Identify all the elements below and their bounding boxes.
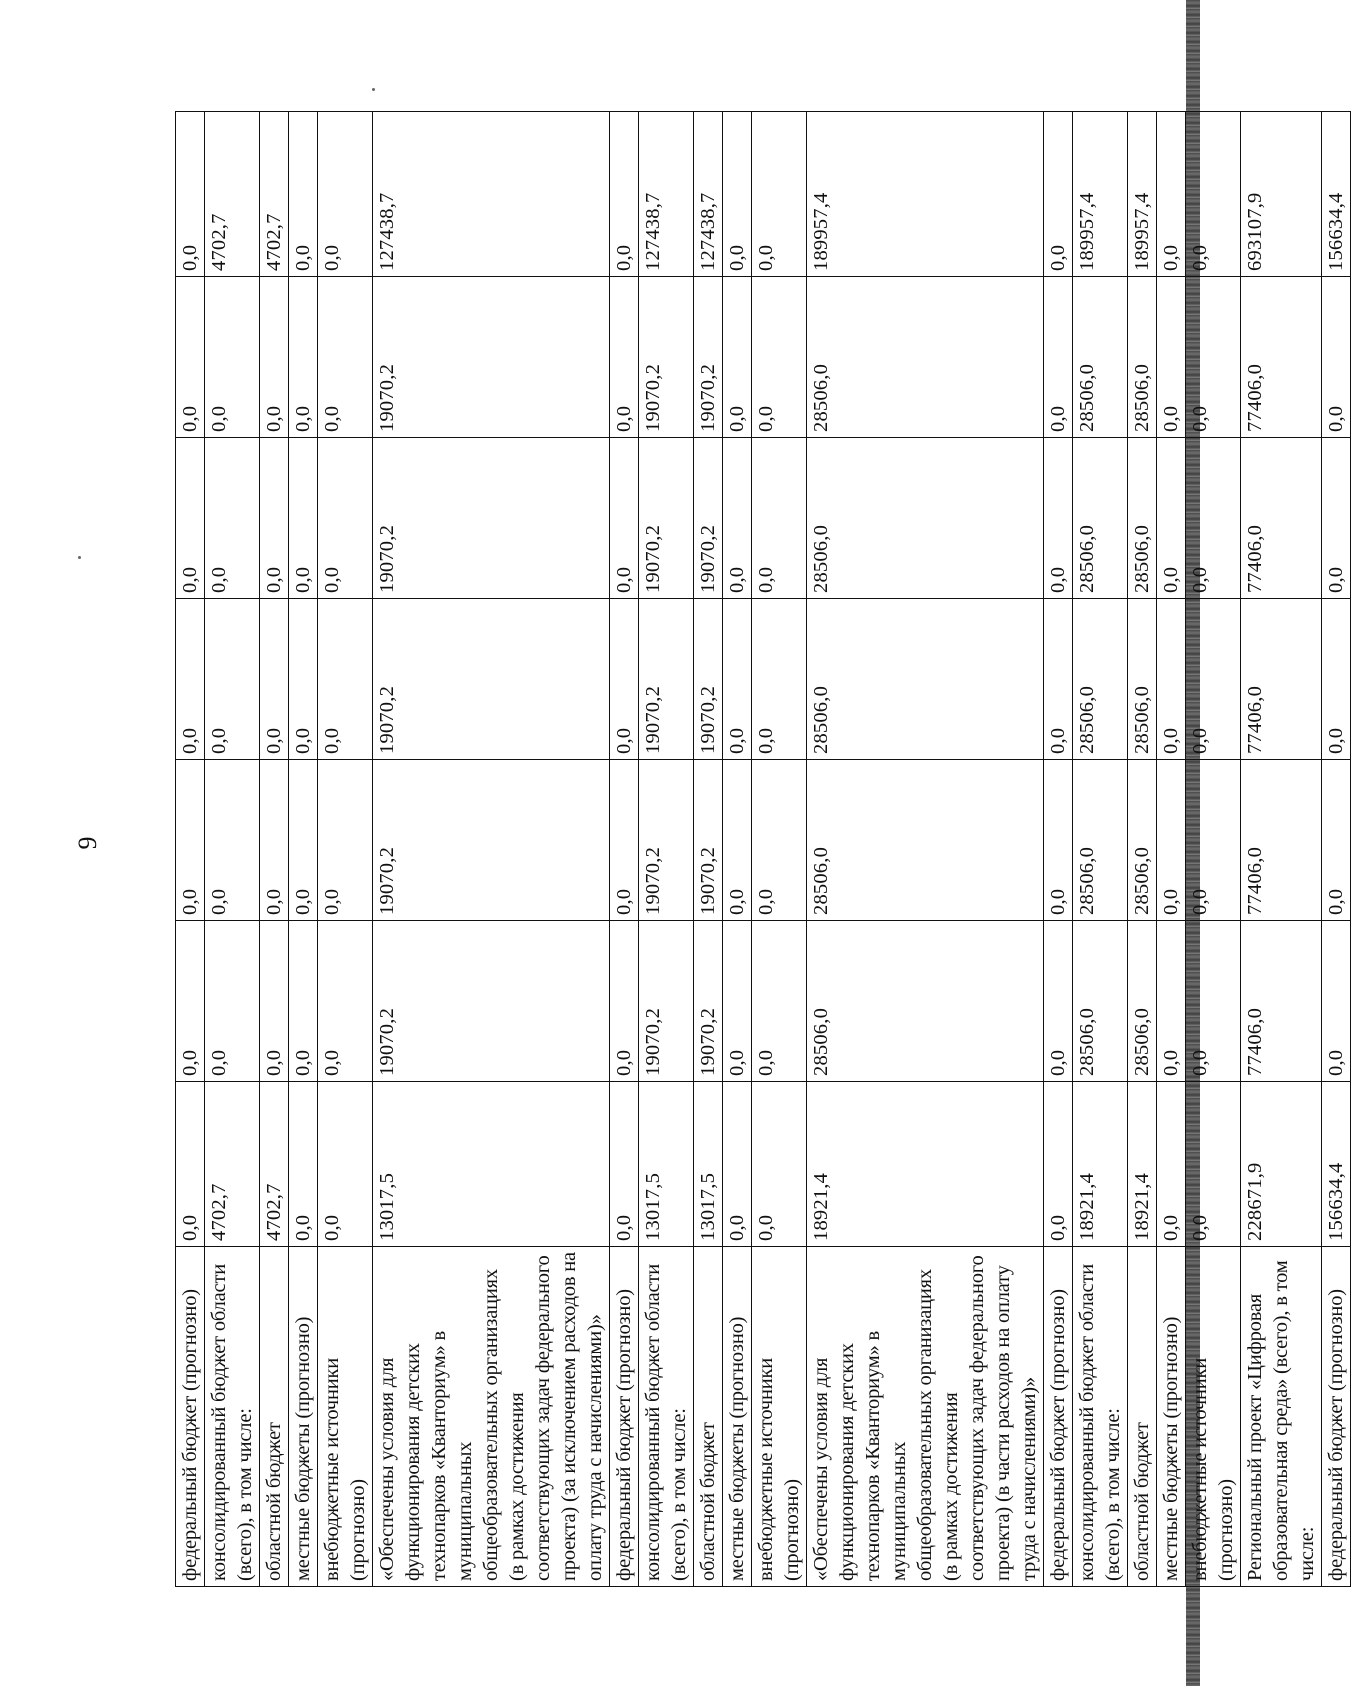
page-number: 9 [73, 836, 102, 850]
value-cell: 0,0 [1044, 921, 1073, 1082]
value-cell: 189957,4 [807, 112, 1044, 277]
row-label: федеральный бюджет (прогнозно) [610, 1247, 639, 1587]
value-cell: 0,0 [289, 277, 318, 438]
value-cell: 0,0 [318, 277, 373, 438]
value-cell: 19070,2 [373, 277, 610, 438]
value-cell: 19070,2 [639, 921, 694, 1082]
row-label: областной бюджет [260, 1247, 289, 1587]
value-cell: 0,0 [723, 921, 752, 1082]
value-cell: 0,0 [610, 277, 639, 438]
value-cell: 0,0 [1044, 438, 1073, 599]
table-row [639, 112, 694, 1587]
value-cell: 19070,2 [373, 921, 610, 1082]
budget-table [175, 111, 1351, 1587]
value-cell: 28506,0 [807, 921, 1044, 1082]
value-cell: 0,0 [752, 760, 807, 921]
value-cell: 28506,0 [1073, 438, 1128, 599]
value-cell: 0,0 [723, 599, 752, 760]
value-cell: 0,0 [1157, 921, 1186, 1082]
row-label: местные бюджеты (прогнозно) [1157, 1247, 1186, 1587]
table-row [260, 112, 289, 1587]
value-cell: 77406,0 [1241, 277, 1322, 438]
value-cell: 19070,2 [694, 277, 723, 438]
value-cell: 0,0 [1044, 760, 1073, 921]
value-cell: 0,0 [176, 760, 205, 921]
table-row [1044, 112, 1073, 1587]
value-cell: 0,0 [1186, 112, 1241, 277]
value-cell: 0,0 [289, 599, 318, 760]
row-label: «Обеспечены условия для функционирования детских технопарков «Кванториум» в муниципальных общеобразовательных организациях (в рамках достижения соответствующих задач федерального проекта) (за исключением расходов на оплату труда с начислениями)» [373, 1247, 610, 1587]
value-cell: 0,0 [205, 277, 260, 438]
value-cell: 28506,0 [807, 277, 1044, 438]
value-cell: 127438,7 [373, 112, 610, 277]
value-cell: 28506,0 [1128, 760, 1157, 921]
value-cell: 228671,9 [1241, 1082, 1322, 1247]
value-cell: 0,0 [752, 112, 807, 277]
value-cell: 0,0 [1322, 438, 1351, 599]
value-cell: 0,0 [610, 760, 639, 921]
value-cell: 77406,0 [1241, 438, 1322, 599]
value-cell: 77406,0 [1241, 921, 1322, 1082]
value-cell: 0,0 [176, 277, 205, 438]
value-cell: 13017,5 [694, 1082, 723, 1247]
value-cell: 0,0 [752, 277, 807, 438]
value-cell: 28506,0 [1073, 921, 1128, 1082]
value-cell: 0,0 [318, 921, 373, 1082]
value-cell: 4702,7 [260, 1082, 289, 1247]
value-cell: 0,0 [723, 438, 752, 599]
table-row [1073, 112, 1128, 1587]
value-cell: 0,0 [260, 921, 289, 1082]
value-cell: 156634,4 [1322, 1082, 1351, 1247]
value-cell: 13017,5 [639, 1082, 694, 1247]
value-cell: 0,0 [289, 438, 318, 599]
value-cell: 0,0 [610, 599, 639, 760]
table-row [1186, 112, 1241, 1587]
value-cell: 28506,0 [1128, 438, 1157, 599]
value-cell: 0,0 [260, 760, 289, 921]
value-cell: 0,0 [176, 1082, 205, 1247]
value-cell: 189957,4 [1128, 112, 1157, 277]
value-cell: 13017,5 [373, 1082, 610, 1247]
value-cell: 0,0 [1186, 438, 1241, 599]
value-cell: 28506,0 [1073, 760, 1128, 921]
value-cell: 0,0 [752, 599, 807, 760]
row-label: федеральный бюджет (прогнозно) [1322, 1247, 1351, 1587]
row-label: областной бюджет [694, 1247, 723, 1587]
table-row [1157, 112, 1186, 1587]
table-row [723, 112, 752, 1587]
value-cell: 0,0 [1186, 921, 1241, 1082]
budget-table-rotated [175, 112, 1347, 1587]
value-cell: 0,0 [1157, 760, 1186, 921]
table-row [610, 112, 639, 1587]
row-label: внебюджетные источники (прогнозно) [318, 1247, 373, 1587]
value-cell: 28506,0 [807, 760, 1044, 921]
value-cell: 0,0 [1157, 599, 1186, 760]
value-cell: 0,0 [1157, 1082, 1186, 1247]
row-label: «Обеспечены условия для функционирования детских технопарков «Кванториум» в муниципальных общеобразовательных организациях (в рамках достижения соответствующих задач федерального проекта) (в части расходов на оплату труда с начислениями)» [807, 1247, 1044, 1587]
value-cell: 19070,2 [639, 599, 694, 760]
value-cell: 0,0 [723, 1082, 752, 1247]
value-cell: 0,0 [752, 438, 807, 599]
value-cell: 0,0 [205, 438, 260, 599]
value-cell: 0,0 [1044, 599, 1073, 760]
value-cell: 0,0 [1322, 760, 1351, 921]
value-cell: 19070,2 [639, 760, 694, 921]
table-row [289, 112, 318, 1587]
value-cell: 0,0 [318, 438, 373, 599]
value-cell: 0,0 [176, 599, 205, 760]
value-cell: 0,0 [205, 760, 260, 921]
value-cell: 0,0 [723, 112, 752, 277]
value-cell: 0,0 [1322, 921, 1351, 1082]
value-cell: 28506,0 [807, 438, 1044, 599]
value-cell: 19070,2 [373, 438, 610, 599]
value-cell: 77406,0 [1241, 760, 1322, 921]
table-row [807, 112, 1044, 1587]
scan-speck [78, 556, 81, 559]
value-cell: 18921,4 [807, 1082, 1044, 1247]
table-row [1241, 112, 1322, 1587]
value-cell: 28506,0 [1128, 599, 1157, 760]
value-cell: 19070,2 [694, 921, 723, 1082]
table-row [373, 112, 610, 1587]
value-cell: 127438,7 [639, 112, 694, 277]
value-cell: 19070,2 [694, 760, 723, 921]
row-label: внебюджетные источники (прогнозно) [1186, 1247, 1241, 1587]
value-cell: 28506,0 [1128, 921, 1157, 1082]
value-cell: 0,0 [723, 277, 752, 438]
value-cell: 4702,7 [205, 112, 260, 277]
value-cell: 0,0 [205, 921, 260, 1082]
value-cell: 0,0 [176, 438, 205, 599]
value-cell: 0,0 [610, 438, 639, 599]
budget-table-body [176, 112, 1351, 1587]
value-cell: 19070,2 [373, 760, 610, 921]
table-row [752, 112, 807, 1587]
value-cell: 0,0 [260, 438, 289, 599]
row-label: федеральный бюджет (прогнозно) [176, 1247, 205, 1587]
value-cell: 28506,0 [807, 599, 1044, 760]
scan-speck [372, 88, 375, 91]
value-cell: 19070,2 [639, 438, 694, 599]
row-label: областной бюджет [1128, 1247, 1157, 1587]
row-label: консолидированный бюджет области (всего), в том числе: [639, 1247, 694, 1587]
value-cell: 28506,0 [1073, 277, 1128, 438]
value-cell: 0,0 [1157, 112, 1186, 277]
value-cell: 19070,2 [694, 599, 723, 760]
value-cell: 0,0 [1186, 1082, 1241, 1247]
value-cell: 0,0 [752, 1082, 807, 1247]
table-row [694, 112, 723, 1587]
value-cell: 127438,7 [694, 112, 723, 277]
value-cell: 0,0 [1322, 277, 1351, 438]
value-cell: 28506,0 [1073, 599, 1128, 760]
value-cell: 0,0 [752, 921, 807, 1082]
row-label: консолидированный бюджет области (всего), в том числе: [205, 1247, 260, 1587]
row-label: местные бюджеты (прогнозно) [723, 1247, 752, 1587]
value-cell: 18921,4 [1073, 1082, 1128, 1247]
row-label: местные бюджеты (прогнозно) [289, 1247, 318, 1587]
value-cell: 156634,4 [1322, 112, 1351, 277]
value-cell: 0,0 [610, 112, 639, 277]
value-cell: 0,0 [1044, 112, 1073, 277]
row-label: внебюджетные источники (прогнозно) [752, 1247, 807, 1587]
value-cell: 19070,2 [639, 277, 694, 438]
value-cell: 0,0 [318, 112, 373, 277]
table-row [205, 112, 260, 1587]
value-cell: 0,0 [1186, 599, 1241, 760]
value-cell: 0,0 [1322, 599, 1351, 760]
value-cell: 18921,4 [1128, 1082, 1157, 1247]
row-label: федеральный бюджет (прогнозно) [1044, 1247, 1073, 1587]
value-cell: 189957,4 [1073, 112, 1128, 277]
value-cell: 0,0 [289, 1082, 318, 1247]
value-cell: 0,0 [260, 277, 289, 438]
value-cell: 4702,7 [205, 1082, 260, 1247]
value-cell: 77406,0 [1241, 599, 1322, 760]
table-row [1128, 112, 1157, 1587]
value-cell: 4702,7 [260, 112, 289, 277]
value-cell: 19070,2 [694, 438, 723, 599]
value-cell: 0,0 [176, 112, 205, 277]
value-cell: 0,0 [1044, 1082, 1073, 1247]
value-cell: 0,0 [1186, 760, 1241, 921]
value-cell: 0,0 [289, 112, 318, 277]
value-cell: 0,0 [1157, 277, 1186, 438]
value-cell: 0,0 [318, 760, 373, 921]
table-row [176, 112, 205, 1587]
value-cell: 0,0 [723, 760, 752, 921]
value-cell: 0,0 [176, 921, 205, 1082]
value-cell: 0,0 [318, 599, 373, 760]
table-row [1322, 112, 1351, 1587]
value-cell: 0,0 [289, 760, 318, 921]
value-cell: 0,0 [1044, 277, 1073, 438]
value-cell: 0,0 [260, 599, 289, 760]
value-cell: 28506,0 [1128, 277, 1157, 438]
value-cell: 0,0 [610, 1082, 639, 1247]
row-label: Региональный проект «Цифровая образовательная среда» (всего), в том числе: [1241, 1247, 1322, 1587]
value-cell: 693107,9 [1241, 112, 1322, 277]
value-cell: 0,0 [289, 921, 318, 1082]
row-label: консолидированный бюджет области (всего), в том числе: [1073, 1247, 1128, 1587]
value-cell: 19070,2 [373, 599, 610, 760]
value-cell: 0,0 [610, 921, 639, 1082]
value-cell: 0,0 [205, 599, 260, 760]
value-cell: 0,0 [318, 1082, 373, 1247]
value-cell: 0,0 [1157, 438, 1186, 599]
value-cell: 0,0 [1186, 277, 1241, 438]
table-row [318, 112, 373, 1587]
